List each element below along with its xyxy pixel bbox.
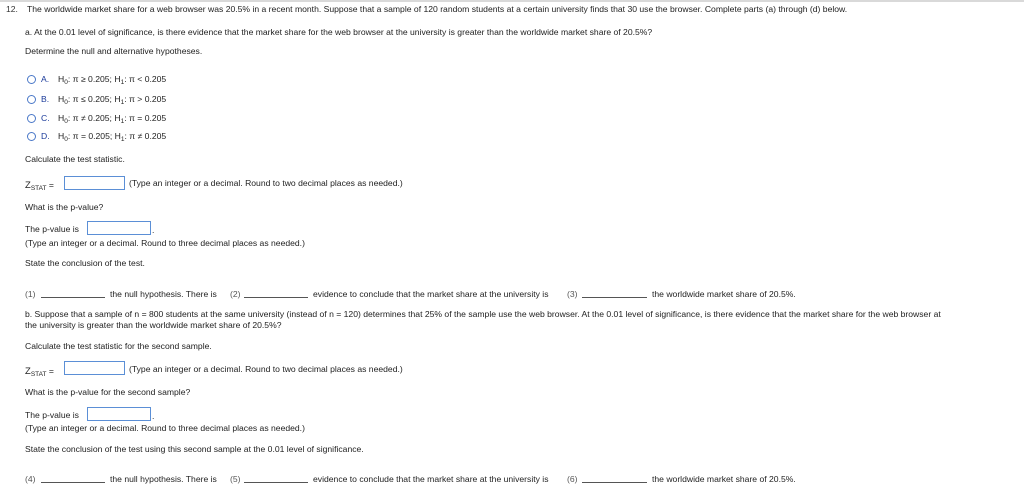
blank-3-dropdown[interactable] [582, 297, 647, 298]
blank-5-label: (5) [230, 474, 241, 484]
blank-4-dropdown[interactable] [41, 482, 105, 483]
conclusion-prompt-b: State the conclusion of the test using this second sample at the 0.01 level of significance. [25, 444, 364, 454]
blank-2-dropdown[interactable] [244, 297, 308, 298]
question-intro: The worldwide market share for a web browser was 20.5% in a recent month. Suppose that a sample of 120 random students at a certain university finds that 30 use the browser. Complete parts (a) through (d) below. [27, 4, 848, 14]
option-letter: C. [41, 113, 50, 123]
zstat-label-b: $Z_{STAT}$ = [25, 366, 54, 378]
option-letter: B. [41, 94, 50, 104]
pvalue-label: The p-value is [25, 224, 79, 234]
radio-option-c[interactable] [27, 114, 36, 123]
blank-4-label: (4) [25, 474, 36, 484]
blank-6-dropdown[interactable] [582, 482, 647, 483]
option-text: $H_0$: π ≠ 0.205; $H_1$: π = 0.205 [58, 113, 167, 125]
top-divider [0, 0, 1024, 2]
conclusion-text-1: the null hypothesis. There is [110, 289, 217, 299]
pvalue-hint-b: (Type an integer or a decimal. Round to three decimal places as needed.) [25, 423, 305, 433]
pvalue-prompt-b: What is the p-value for the second sample? [25, 387, 191, 397]
pvalue-period-b: . [152, 411, 155, 421]
blank-1-label: (1) [25, 289, 36, 299]
conclusion-text-6: the worldwide market share of 20.5%. [652, 474, 796, 484]
pvalue-input[interactable] [87, 221, 151, 235]
blank-5-dropdown[interactable] [244, 482, 308, 483]
pvalue-input-b[interactable] [87, 407, 151, 421]
zstat-label: $Z_{STAT}$ = [25, 180, 54, 192]
question-number: 12. [6, 4, 18, 14]
pvalue-period: . [152, 225, 155, 235]
conclusion-prompt: State the conclusion of the test. [25, 258, 145, 268]
pvalue-prompt: What is the p-value? [25, 202, 104, 212]
pvalue-hint: (Type an integer or a decimal. Round to three decimal places as needed.) [25, 238, 305, 248]
part-a-prompt: a. At the 0.01 level of significance, is there evidence that the market share for the web browser at the university is greater than the worldwide market share of 20.5%? [25, 27, 653, 37]
blank-6-label: (6) [567, 474, 578, 484]
blank-3-label: (3) [567, 289, 578, 299]
radio-option-a[interactable] [27, 75, 36, 84]
zstat-input[interactable] [64, 176, 125, 190]
blank-1-dropdown[interactable] [41, 297, 105, 298]
option-text: $H_0$: π = 0.205; $H_1$: π ≠ 0.205 [58, 131, 167, 143]
option-letter: A. [41, 74, 50, 84]
part-b-prompt-line1: b. Suppose that a sample of n = 800 students at the same university (instead of n = 120) determines that 25% of the sample use the web browser. At the 0.01 level of significance, is there evidence that the market share for the web browser at [25, 309, 941, 319]
pvalue-label-b: The p-value is [25, 410, 79, 420]
conclusion-text-5: evidence to conclude that the market share at the university is [313, 474, 549, 484]
option-text: $H_0$: π ≤ 0.205; $H_1$: π > 0.205 [58, 94, 167, 106]
blank-2-label: (2) [230, 289, 241, 299]
test-stat-prompt-b: Calculate the test statistic for the second sample. [25, 341, 212, 351]
hypotheses-prompt: Determine the null and alternative hypotheses. [25, 46, 203, 56]
radio-option-d[interactable] [27, 132, 36, 141]
zstat-hint-b: (Type an integer or a decimal. Round to two decimal places as needed.) [129, 364, 403, 374]
option-letter: D. [41, 131, 50, 141]
zstat-input-b[interactable] [64, 361, 125, 375]
radio-option-b[interactable] [27, 95, 36, 104]
conclusion-text-3: the worldwide market share of 20.5%. [652, 289, 796, 299]
conclusion-text-4: the null hypothesis. There is [110, 474, 217, 484]
part-b-prompt-line2: the university is greater than the worldwide market share of 20.5%? [25, 320, 282, 330]
test-stat-prompt: Calculate the test statistic. [25, 154, 125, 164]
option-text: $H_0$: π ≥ 0.205; $H_1$: π < 0.205 [58, 74, 167, 86]
zstat-hint: (Type an integer or a decimal. Round to two decimal places as needed.) [129, 178, 403, 188]
conclusion-text-2: evidence to conclude that the market share at the university is [313, 289, 549, 299]
